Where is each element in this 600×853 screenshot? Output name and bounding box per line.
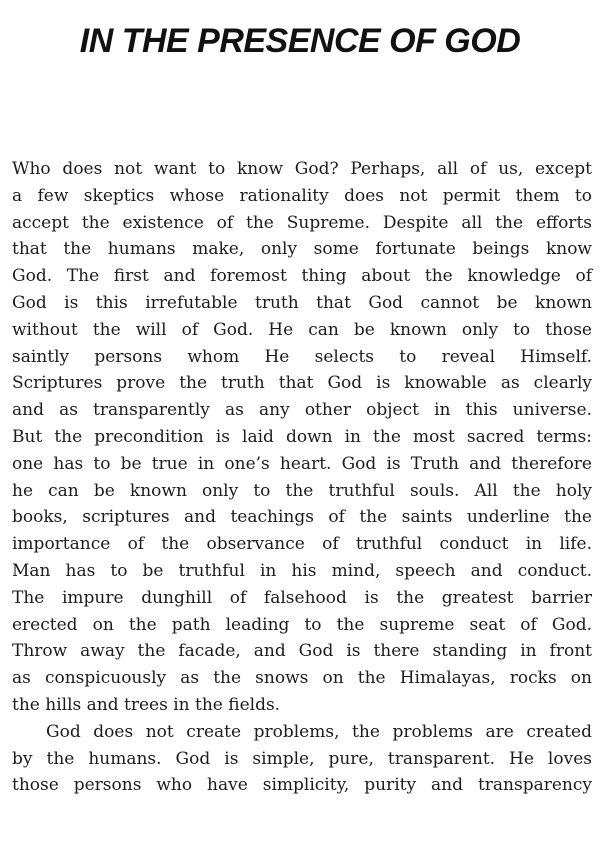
text-line: a few skeptics whose rationality does not permit them to xyxy=(12,185,592,206)
text-line: without the will of God. He can be known only to those xyxy=(12,319,592,340)
text-line: God. The first and foremost thing about the knowledge of xyxy=(12,266,592,287)
text-line: Scriptures prove the truth that God is knowable as clearly xyxy=(12,373,592,394)
text-line: as conspicuously as the snows on the Himalayas, rocks on xyxy=(12,668,592,689)
text-line: erected on the path leading to the supreme seat of God. xyxy=(12,614,592,635)
text-line: Throw away the facade, and God is there standing in front xyxy=(12,641,592,662)
text-line: The impure dunghill of falsehood is the greatest barrier xyxy=(12,587,592,608)
text-line: that the humans make, only some fortunate beings know xyxy=(12,239,592,260)
text-line: Man has to be truthful in his mind, speech and conduct. xyxy=(12,560,592,581)
text-line: importance of the observance of truthful conduct in life. xyxy=(12,534,592,555)
text-line: Who does not want to know God? Perhaps, all of us, except xyxy=(12,159,592,179)
paragraph-2 xyxy=(12,719,592,799)
text-line: by the humans. God is simple, pure, transparent. He loves xyxy=(12,748,592,769)
text-line: one has to be true in one’s heart. God is Truth and therefore xyxy=(12,453,592,474)
text-line: But the precondition is laid down in the most sacred terms: xyxy=(12,426,592,447)
text-line: those persons who have simplicity, purity and transparency xyxy=(12,775,592,796)
chapter-body xyxy=(12,156,592,799)
text-line: the hills and trees in the fields. xyxy=(12,694,281,715)
paragraph-1 xyxy=(12,156,592,719)
text-line: books, scriptures and teachings of the saints underline the xyxy=(12,507,592,528)
text-line: and as transparently as any other object in this universe. xyxy=(12,400,592,421)
chapter-title: IN THE PRESENCE OF GOD xyxy=(79,22,521,60)
text-line: God is this irrefutable truth that God cannot be known xyxy=(12,292,592,313)
text-line: God does not create problems, the problems are created xyxy=(46,721,592,742)
text-line: saintly persons whom He selects to reveal Himself. xyxy=(12,346,592,367)
text-line: accept the existence of the Supreme. Despite all the efforts xyxy=(12,212,592,233)
text-line: he can be known only to the truthful souls. All the holy xyxy=(12,480,592,501)
